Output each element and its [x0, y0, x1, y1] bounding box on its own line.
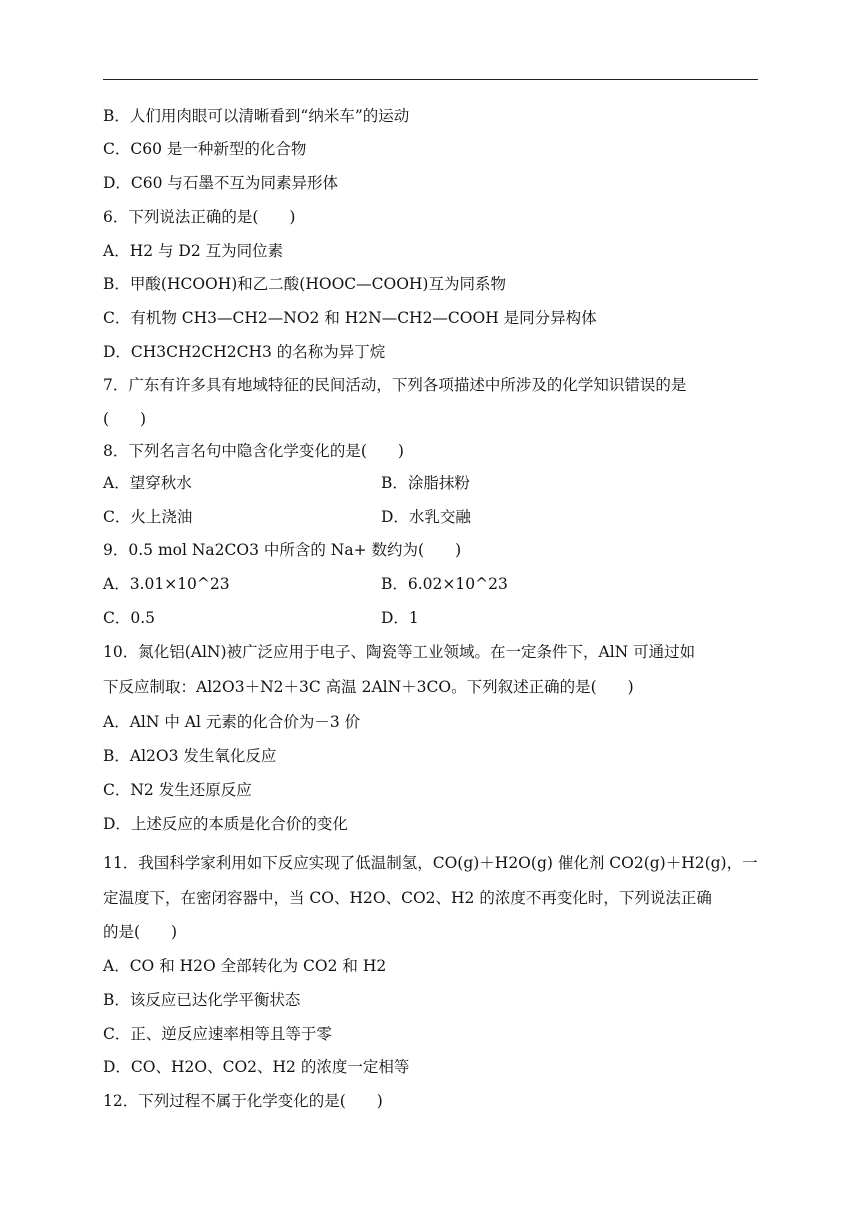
text-line: C．正、逆反应速率相等且等于零 [103, 1025, 332, 1043]
header-rule [103, 79, 758, 80]
question-7: 7．广东有许多具有地域特征的民间活动，下列各项描述中所涉及的化学知识错误的是 [103, 376, 687, 394]
text-line: 定温度下，在密闭容器中，当 CO、H2O、CO2、H2 的浓度不再变化时，下列说法正确 [103, 889, 712, 907]
text-line: A．CO 和 H2O 全部转化为 CO2 和 H2 [103, 957, 387, 975]
text-line: B．Al2O3 发生氧化反应 [103, 747, 277, 765]
text-line: D．CO、H2O、CO2、H2 的浓度一定相等 [103, 1058, 410, 1076]
text-line: A．H2 与 D2 互为同位素 [103, 242, 284, 260]
option-d: D．水乳交融 [381, 508, 471, 526]
text-line: B．该反应已达化学平衡状态 [103, 991, 301, 1009]
text-line: 下反应制取：Al2O3＋N2＋3C 高温 2AlN＋3CO。下列叙述正确的是( ) [103, 678, 634, 696]
text-line: C．N2 发生还原反应 [103, 781, 252, 799]
question-11: 11．我国科学家利用如下反应实现了低温制氢，CO(g)＋H2O(g) 催化剂 CO2(g)＋H2(g)，一 [103, 854, 758, 872]
option-c: C．0.5 [103, 609, 156, 627]
option-b: B．涂脂抹粉 [381, 474, 470, 492]
text-line: D．C60 与石墨不互为同素异形体 [103, 174, 338, 192]
text-line: B．人们用肉眼可以清晰看到“纳米车”的运动 [103, 107, 410, 125]
text-line: C．有机物 CH3—CH2—NO2 和 H2N—CH2—COOH 是同分异构体 [103, 309, 597, 327]
option-a: A．望穿秋水 [103, 474, 192, 492]
text-line: ( ) [103, 410, 147, 428]
option-d: D．1 [381, 609, 419, 627]
question-8: 8．下列名言名句中隐含化学变化的是( ) [103, 442, 404, 460]
option-b: B．6.02×10^23 [381, 575, 508, 593]
option-a: A．3.01×10^23 [103, 575, 230, 593]
text-line: D．上述反应的本质是化合价的变化 [103, 815, 348, 833]
question-6: 6．下列说法正确的是( ) [103, 208, 296, 226]
question-10: 10．氮化铝(AlN)被广泛应用于电子、陶瓷等工业领域。在一定条件下，AlN 可通过如 [103, 643, 696, 661]
text-line: A．AlN 中 Al 元素的化合价为－3 价 [103, 713, 361, 731]
text-line: 的是( ) [103, 923, 178, 941]
text-line: B．甲酸(HCOOH)和乙二酸(HOOC—COOH)互为同系物 [103, 275, 506, 293]
option-c: C．火上浇油 [103, 508, 193, 526]
text-line: C．C60 是一种新型的化合物 [103, 140, 307, 158]
question-9: 9．0.5 mol Na2CO3 中所含的 Na+ 数约为( ) [103, 541, 462, 559]
text-line: D．CH3CH2CH2CH3 的名称为异丁烷 [103, 343, 386, 361]
question-12: 12．下列过程不属于化学变化的是( ) [103, 1092, 383, 1110]
